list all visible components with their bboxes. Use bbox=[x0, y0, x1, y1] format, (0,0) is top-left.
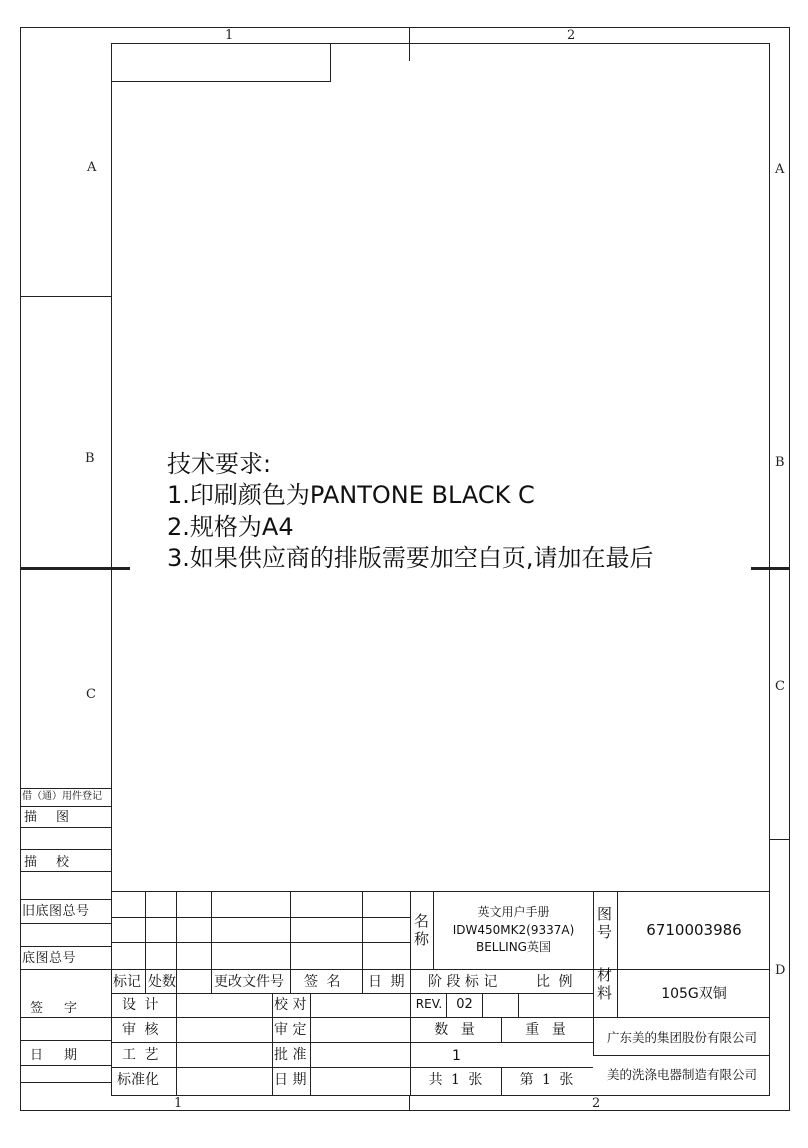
name-line-3: BELLING英国 bbox=[475, 940, 551, 954]
base-no-label: 底图总号 bbox=[22, 951, 77, 966]
left-strip-line bbox=[20, 1082, 111, 1083]
rev-value: 02 bbox=[456, 997, 473, 1012]
role-verify: 审 定 bbox=[274, 1022, 307, 1038]
tb-line bbox=[111, 942, 410, 943]
tb-vline bbox=[310, 993, 311, 1096]
left-strip-line bbox=[20, 788, 111, 789]
zone-right-c: C bbox=[775, 679, 785, 694]
company-2: 美的洗涤电器制造有限公司 bbox=[606, 1067, 757, 1082]
role-review: 审 核 bbox=[122, 1022, 161, 1038]
tb-line bbox=[111, 1017, 770, 1018]
sheet-no: 第 1 张 bbox=[519, 1072, 576, 1088]
name-line-1: 英文用户手册 bbox=[477, 905, 550, 919]
tb-vline bbox=[211, 891, 212, 993]
tb-vline bbox=[362, 891, 363, 993]
zone-bottom-1: 1 bbox=[174, 1096, 183, 1111]
zone-left-c: C bbox=[86, 687, 96, 702]
material-label: 材料 bbox=[597, 966, 613, 1002]
stage-mark-header: 阶 段 标 记 bbox=[428, 974, 498, 990]
tb-vline bbox=[176, 891, 177, 993]
signature-label: 签 字 bbox=[30, 1001, 82, 1016]
tb-line bbox=[111, 1067, 593, 1068]
left-strip-line bbox=[20, 923, 111, 924]
quantity-value: 1 bbox=[452, 1048, 461, 1064]
quantity-label: 数 量 bbox=[434, 1022, 479, 1038]
zone-left-b: B bbox=[85, 451, 95, 466]
role-process: 工 艺 bbox=[122, 1047, 161, 1063]
left-strip-line bbox=[20, 827, 111, 828]
name-label: 名称 bbox=[414, 912, 430, 948]
register-label: 借（通）用件登记 bbox=[22, 791, 102, 802]
total-sheets: 共 1 张 bbox=[428, 1072, 485, 1088]
tb-vline bbox=[290, 891, 291, 993]
material-value: 105G双铜 bbox=[661, 986, 727, 1002]
left-strip-line bbox=[20, 849, 111, 850]
tb-line bbox=[111, 993, 593, 994]
zone-left-a: A bbox=[87, 160, 97, 175]
scale-header: 比 例 bbox=[536, 974, 575, 990]
tb-vline bbox=[518, 993, 519, 1017]
tb-vline bbox=[482, 993, 483, 1017]
tb-line bbox=[111, 917, 410, 918]
tb-vline bbox=[410, 891, 411, 1096]
zone-right-b: B bbox=[775, 455, 785, 470]
trace-label: 描 图 bbox=[24, 810, 73, 825]
left-strip-line bbox=[20, 1040, 111, 1041]
zone-divider-top bbox=[409, 27, 410, 61]
center-mark-right bbox=[751, 567, 790, 570]
tb-vline bbox=[145, 891, 146, 993]
center-mark-left bbox=[20, 567, 130, 570]
role-approve: 批 准 bbox=[274, 1047, 307, 1063]
requirement-2: 2.规格为A4 bbox=[167, 513, 294, 541]
zone-top-1: 1 bbox=[225, 28, 234, 43]
role-date: 日 期 bbox=[274, 1072, 307, 1088]
zone-top-2: 2 bbox=[567, 28, 576, 43]
left-strip-line bbox=[20, 871, 111, 872]
drawing-no-label: 图号 bbox=[597, 905, 613, 941]
left-strip-line bbox=[20, 806, 111, 807]
left-strip-line bbox=[20, 899, 111, 900]
tb-vline bbox=[593, 891, 594, 1055]
rev-sign-header: 签 名 bbox=[304, 974, 343, 990]
role-standard: 标准化 bbox=[117, 1072, 159, 1088]
rev-label: REV. bbox=[415, 997, 443, 1011]
left-strip-line bbox=[20, 946, 111, 947]
date-label: 日 期 bbox=[30, 1048, 82, 1063]
tb-vline bbox=[176, 993, 177, 1096]
old-base-no-label: 旧底图总号 bbox=[22, 904, 90, 919]
corner-box bbox=[111, 43, 331, 82]
rev-change-doc-header: 更改文件号 bbox=[214, 974, 284, 990]
role-design: 设 计 bbox=[122, 997, 161, 1013]
requirement-3: 3.如果供应商的排版需要加空白页,请加在最后 bbox=[167, 544, 654, 572]
left-strip-line bbox=[20, 1065, 111, 1066]
weight-label: 重 量 bbox=[525, 1022, 570, 1038]
proof-label: 描 校 bbox=[24, 855, 73, 870]
zone-line-right-cd bbox=[770, 839, 790, 840]
requirements-heading: 技术要求: bbox=[167, 450, 272, 478]
role-check: 校 对 bbox=[274, 997, 307, 1013]
tb-top bbox=[111, 891, 770, 892]
rev-date-header: 日 期 bbox=[368, 974, 407, 990]
tb-line bbox=[111, 969, 770, 970]
zone-line-left-ab bbox=[20, 296, 111, 297]
rev-mark-header: 标记 bbox=[113, 974, 141, 990]
requirement-1: 1.印刷颜色为PANTONE BLACK C bbox=[167, 481, 535, 509]
tb-line bbox=[593, 1055, 770, 1056]
name-line-2: IDW450MK2(9337A) bbox=[452, 923, 575, 937]
left-strip-line bbox=[20, 969, 111, 970]
drawing-no-value: 6710003986 bbox=[646, 921, 742, 939]
tb-line bbox=[111, 1042, 593, 1043]
zone-bottom-2: 2 bbox=[592, 1096, 601, 1111]
zone-right-a: A bbox=[775, 162, 785, 177]
zone-divider-bottom bbox=[409, 1096, 410, 1111]
company-1: 广东美的集团股份有限公司 bbox=[606, 1030, 757, 1045]
left-strip-line bbox=[20, 1017, 111, 1018]
rev-count-header: 处数 bbox=[148, 974, 176, 990]
zone-right-d: D bbox=[775, 963, 786, 978]
